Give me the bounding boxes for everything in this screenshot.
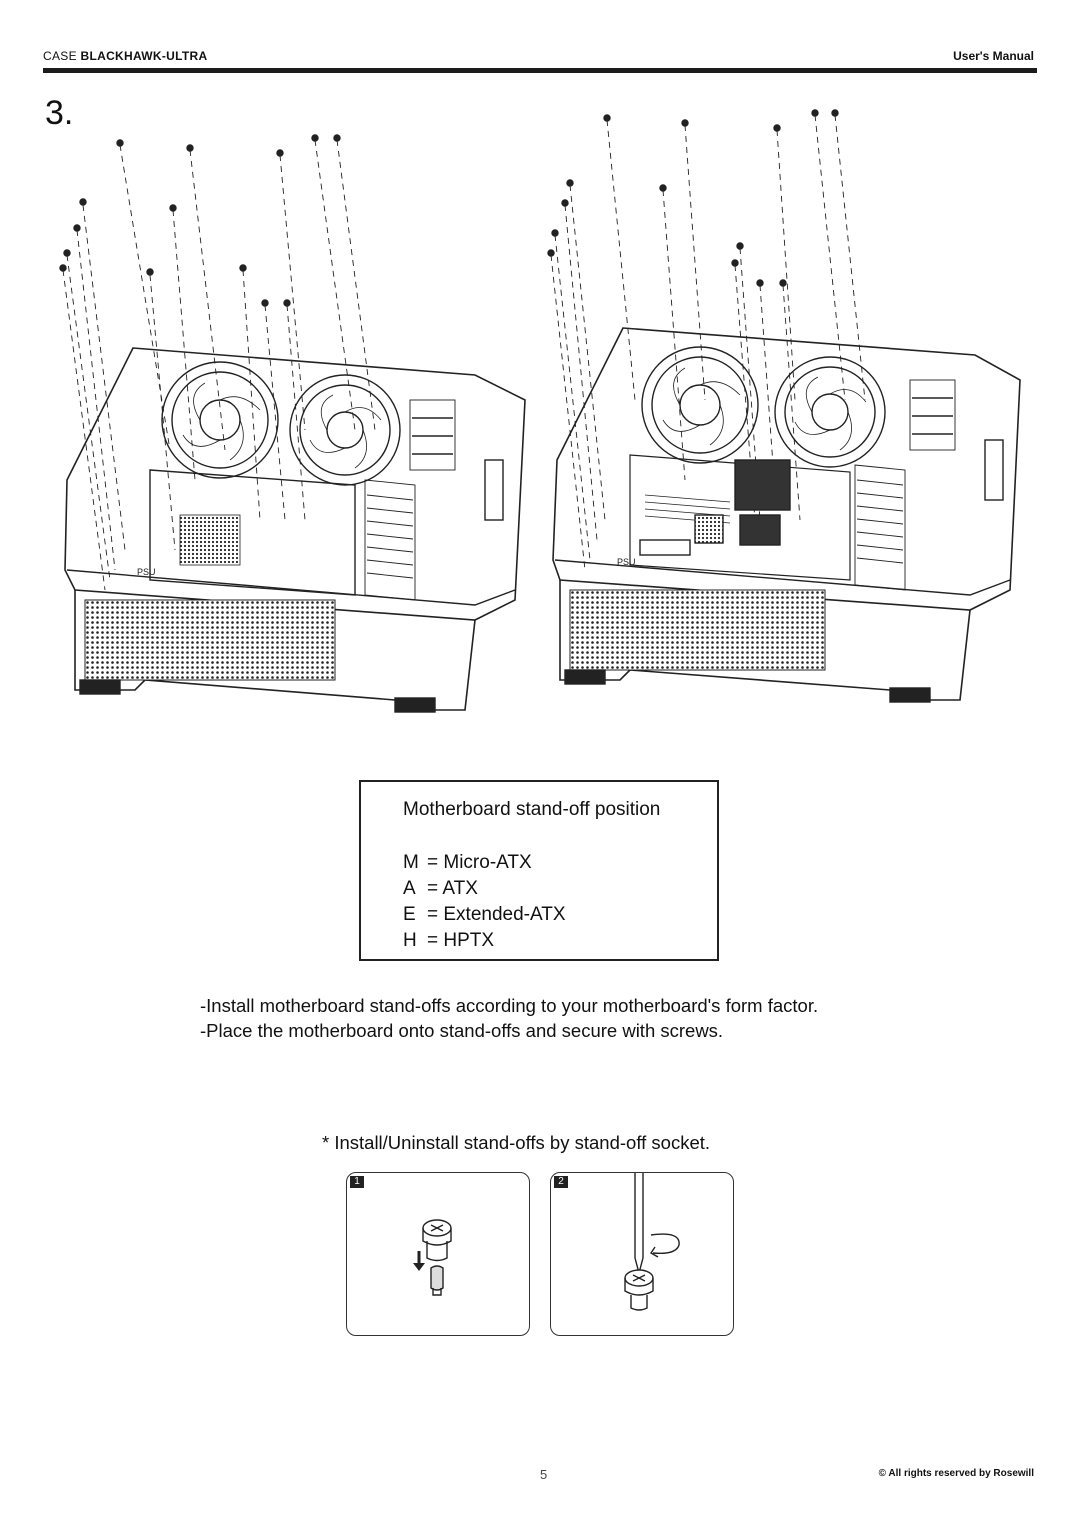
arrow-down-icon — [413, 1251, 425, 1271]
instruction-line: -Install motherboard stand-offs according to your motherboard's form factor. — [200, 995, 819, 1016]
standoff-legend — [359, 780, 719, 961]
legend-key: M — [403, 852, 419, 873]
step-panel-2 — [550, 1172, 734, 1336]
panel-number: 2 — [554, 1176, 568, 1188]
legend-value: = Micro-ATX — [427, 852, 532, 873]
legend-value: = HPTX — [427, 930, 495, 951]
psu-label: PSU — [137, 567, 156, 577]
case-diagram-empty — [55, 100, 535, 720]
legend-key: E — [403, 904, 416, 925]
socket-remove-illustration — [347, 1173, 531, 1337]
rotate-arrow-icon — [651, 1234, 679, 1257]
step-number: 3. — [45, 94, 74, 132]
legend-item — [403, 930, 494, 952]
screw-icons — [548, 110, 838, 286]
legend-key: A — [403, 878, 416, 899]
screw-icons — [60, 135, 340, 306]
legend-item — [403, 878, 478, 900]
step-panel-1 — [346, 1172, 530, 1336]
header-case-title — [43, 49, 207, 63]
legend-item — [403, 904, 566, 926]
case-prefix: CASE — [43, 49, 77, 63]
legend-item — [403, 852, 532, 874]
copyright-notice: © All rights reserved by Rosewill — [878, 1468, 1034, 1479]
screwdriver-illustration — [551, 1173, 735, 1337]
case-diagram-with-motherboard — [545, 100, 1035, 720]
legend-title: Motherboard stand-off position — [403, 799, 661, 820]
legend-value: = ATX — [427, 878, 478, 899]
socket-note: * Install/Uninstall stand-offs by stand-off socket. — [322, 1132, 711, 1153]
instruction-line: -Place the motherboard onto stand-offs and secure with screws. — [200, 1020, 724, 1041]
panel-number: 1 — [350, 1176, 364, 1188]
manual-label: User's Manual — [953, 49, 1034, 63]
legend-value: = Extended-ATX — [427, 904, 566, 925]
header-rule — [43, 68, 1037, 73]
psu-label: PSU — [617, 557, 636, 567]
legend-key: H — [403, 930, 417, 951]
page-number: 5 — [540, 1467, 548, 1482]
case-model: BLACKHAWK-ULTRA — [80, 49, 208, 63]
